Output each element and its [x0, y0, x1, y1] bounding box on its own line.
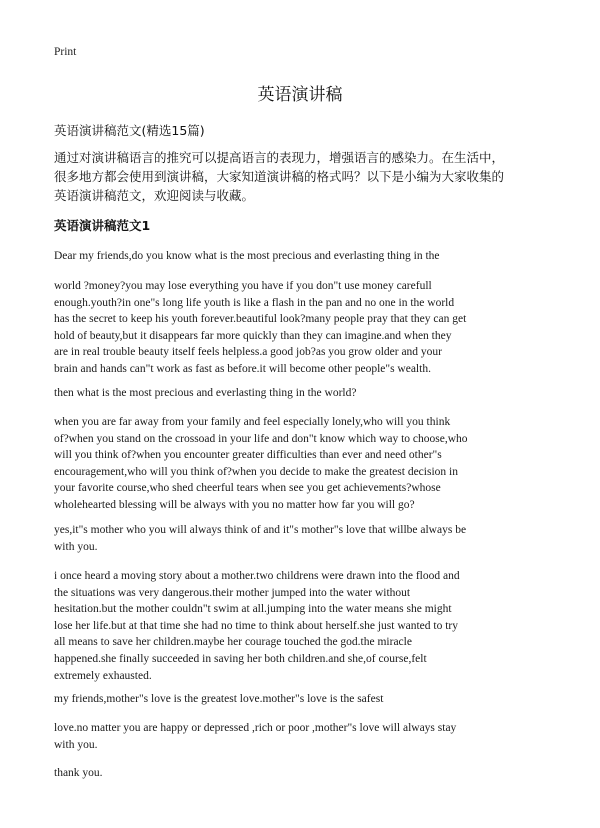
text-line: encouragement,who will you think of?when you decide to make the greatest decision in	[54, 465, 458, 478]
speech-paragraph-4	[54, 414, 584, 514]
intro-line: 很多地方都会使用到演讲稿，大家知道演讲稿的格式吗？以下是小编为大家收集的	[54, 169, 505, 184]
text-line: enough.youth?in one"s long life youth is like a flash in the pan and no one in the world	[54, 296, 455, 309]
text-line: extremely exhausted.	[54, 669, 152, 682]
speech-paragraph-7	[54, 691, 584, 708]
text-line: love.no matter you are happy or depressed ,rich or poor ,mother"s love will always stay	[54, 722, 457, 734]
text-line: i once heard a moving story about a mother.two childrens were drawn into the flood and	[54, 570, 460, 582]
text-line: Dear my friends,do you know what is the most precious and everlasting thing in the	[54, 250, 440, 262]
speech-paragraph-5	[54, 522, 584, 555]
text-line: my friends,mother"s love is the greatest love.mother"s love is the safest	[54, 693, 384, 705]
text-line: the situations was very dangerous.their mother jumped into the water without	[54, 586, 411, 599]
text-line: will you think of?when you encounter greater difficulties than ever and need other"s	[54, 449, 442, 462]
speech-paragraph-6	[54, 568, 584, 684]
speech-paragraph-3	[54, 385, 584, 402]
intro-paragraph	[54, 148, 584, 205]
text-line: all means to save her children.maybe her courage touched the god.the miracle	[54, 636, 412, 649]
page-title: 英语演讲稿	[257, 85, 343, 105]
text-line: yes,it"s mother who you will always think of and it"s mother"s love that willbe always be	[54, 524, 467, 536]
text-line: of?when you stand on the crossoad in your life and don"t know which way to choose,who	[54, 432, 468, 445]
speech-paragraph-1	[54, 248, 584, 265]
text-line: your favorite course,who shed cheerful tears when see you get achievements?whose	[54, 482, 441, 495]
text-line: world ?money?you may lose everything you have if you don"t use money carefull	[54, 280, 432, 292]
text-line: with you.	[54, 738, 98, 751]
intro-line: 英语演讲稿范文，欢迎阅读与收藏。	[54, 188, 255, 203]
text-line: hold of beauty,but it disappears far more quickly than they can imagine.and when they	[54, 329, 452, 342]
print-link[interactable]: Print	[54, 46, 77, 58]
speech-paragraph-9	[54, 765, 584, 782]
text-line: happened.she finally succeeded in saving her both children.and she,of course,felt	[54, 652, 427, 665]
section-heading: 英语演讲稿范文1	[54, 218, 151, 233]
speech-paragraph-2	[54, 278, 584, 378]
document-subtitle: 英语演讲稿范文(精选15篇)	[54, 123, 205, 138]
text-line: are in real trouble beauty itself feels helpless.a good job?as you grow older and your	[54, 346, 443, 359]
text-line: has the secret to keep his youth forever.beautiful look?many people pray that they can get	[54, 313, 467, 326]
text-line: then what is the most precious and everlasting thing in the world?	[54, 387, 357, 399]
text-line: brain and hands can"t work as fast as before.it will become other people"s wealth.	[54, 362, 431, 375]
text-line: with you.	[54, 540, 98, 553]
text-line: hesitation.but the mother couldn"t swim at all.jumping into the water means she might	[54, 603, 452, 616]
intro-line: 通过对演讲稿语言的推究可以提高语言的表现力，增强语言的感染力。在生活中，	[54, 150, 505, 165]
text-line: wholehearted blessing will be always with you no matter how far you will go?	[54, 498, 415, 511]
speech-paragraph-8	[54, 720, 584, 753]
text-line: thank you.	[54, 767, 103, 779]
text-line: lose her life.but at that time she had no time to think about herself.she just wanted to try	[54, 619, 459, 632]
text-line: when you are far away from your family and feel especially lonely,who will you think	[54, 416, 451, 428]
